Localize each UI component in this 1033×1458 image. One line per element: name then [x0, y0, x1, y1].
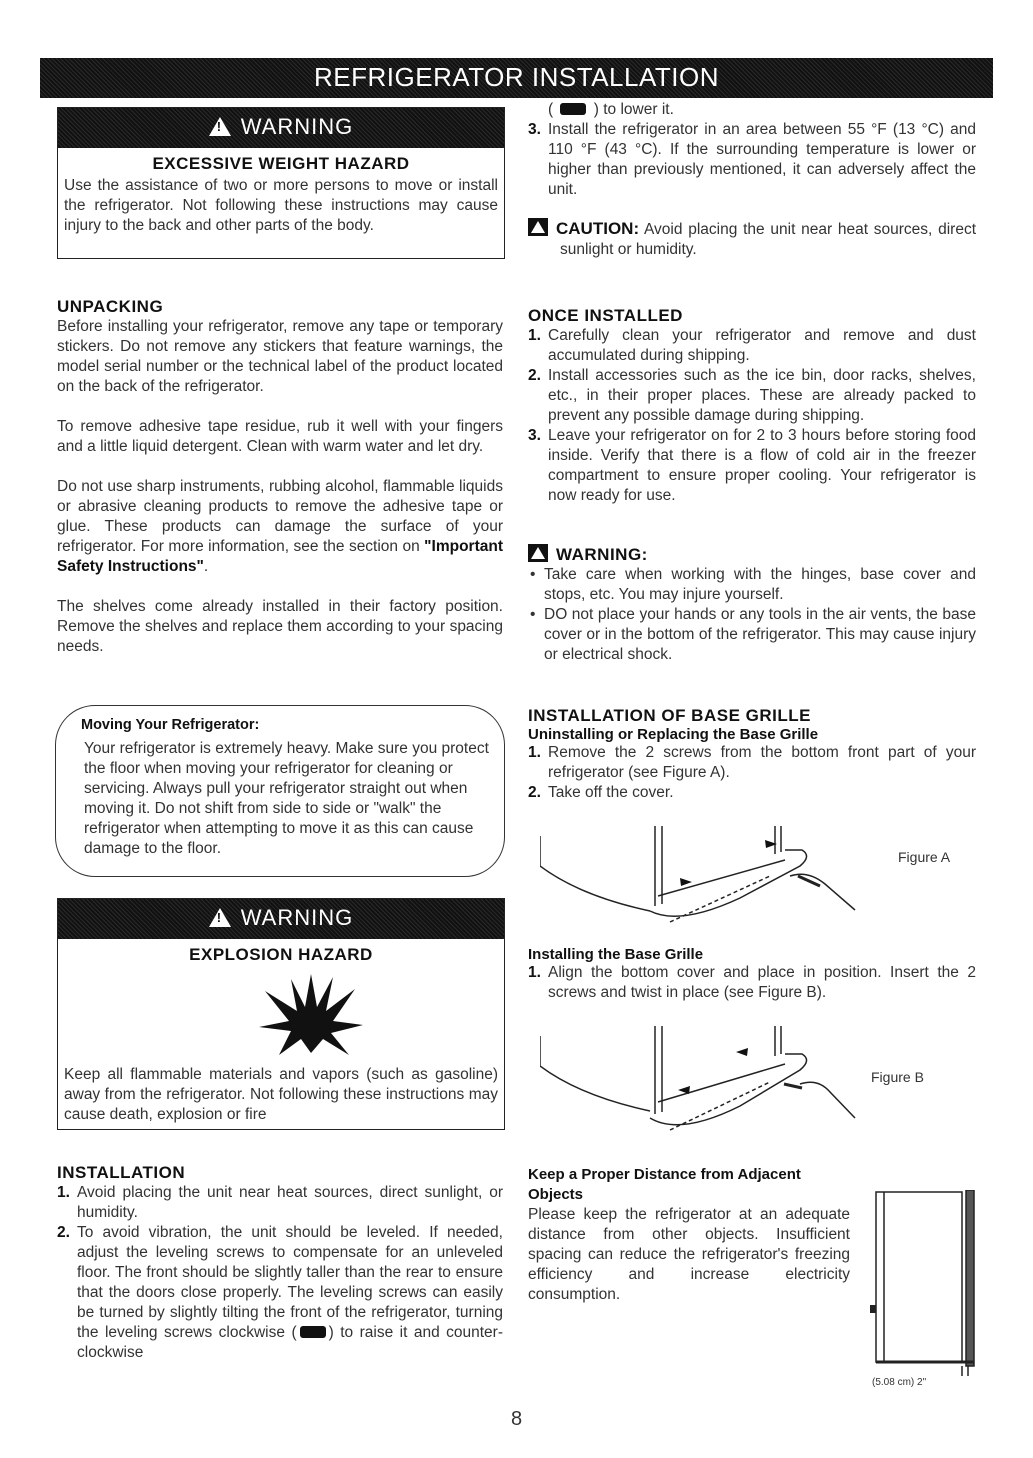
page-title: REFRIGERATOR INSTALLATION — [314, 62, 719, 92]
sub-heading: Installing the Base Grille — [528, 946, 704, 963]
distance-section — [528, 1165, 850, 1305]
once-installed-section — [528, 306, 976, 506]
paragraph: Please keep the refrigerator at an adequate distance from other objects. Insufficient spacing can reduce the refrigerator's freezing efficiency and increase electricity consumption. — [528, 1206, 850, 1303]
paragraph: To remove adhesive tape residue, rub it well with your fingers and a little liquid detergent. Clean with warm water and let dry. — [57, 418, 503, 455]
warning-triangle-icon — [209, 908, 231, 927]
sub-heading: Keep a Proper Distance from Adjacent Objects — [528, 1166, 801, 1203]
hazard-title: EXPLOSION HAZARD — [189, 945, 373, 964]
once-installed-list — [528, 326, 976, 506]
page-header — [40, 58, 993, 98]
section-heading: INSTALLATION — [57, 1163, 186, 1182]
list-item: 3. Leave your refrigerator on for 2 to 3 hours before storing food inside. Verify that there is a flow of cold air in the freezer compartment to ensure proper cooling. Your refrigerator is now ready for use. — [528, 427, 976, 504]
caution-note: CAUTION: Avoid placing the unit near heat sources, direct sunlight or humidity. — [528, 218, 976, 260]
list-item: 2. Install accessories such as the ice bin, door racks, shelves, etc., in their proper places. These are already packed to prevent any possible damage during shipping. — [528, 367, 976, 424]
clearance-illustration — [868, 1190, 984, 1376]
clearance-dimension: (5.08 cm) 2" — [872, 1377, 927, 1388]
section-heading: UNPACKING — [57, 297, 164, 316]
warning-label: WARNING — [240, 905, 354, 930]
explosion-icon — [251, 969, 371, 1059]
list-item: 1. Remove the 2 screws from the bottom front part of your refrigerator (see Figure A). — [528, 744, 976, 781]
warning-icon — [528, 544, 548, 562]
note-title: Moving Your Refrigerator: — [81, 717, 260, 733]
continued-text: ( ) to lower it. — [548, 101, 674, 118]
page-number: 8 — [510, 1408, 523, 1430]
explosion-warning-box — [57, 898, 505, 1130]
warning-text: Keep all flammable materials and vapors (such as gasoline) away from the refrigerator. Not following these instructions may cause death, explosion or fire — [64, 1066, 498, 1123]
unpacking-section — [57, 297, 503, 657]
figure-a-illustration — [540, 826, 870, 926]
note-text: Your refrigerator is extremely heavy. Make sure you protect the floor when moving your refrigerator for cleaning or servicing. Always pull your refrigerator straight out when moving it. Do not shift from side to side or "walk" the refrigerator when attempting to move it as this can cause damage to the floor. — [84, 740, 489, 857]
list-item: 2. Take off the cover. — [528, 784, 674, 801]
list-item: • DO not place your hands or any tools in the air vents, the base cover or in the bottom of the refrigerator. This may cause injury or electrical shock. — [528, 605, 976, 665]
warning-label: WARNING — [240, 114, 354, 139]
list-item: 3. Install the refrigerator in an area between 55 °F (13 °C) and 110 °F (43 °C). If the surrounding temperature is lower or higher than previously mentioned, it can adversely affect the unit. — [528, 121, 976, 198]
weight-warning-box — [57, 107, 505, 259]
installation-continued — [528, 100, 976, 260]
hazard-title: EXCESSIVE WEIGHT HAZARD — [152, 154, 410, 173]
list-item: 1. Avoid placing the unit near heat sources, direct sunlight, or humidity. — [57, 1184, 503, 1221]
warning-list — [528, 565, 976, 665]
figure-a-caption: Figure A — [898, 849, 951, 865]
base-grille-section — [528, 706, 976, 803]
paragraph: The shelves come already installed in their factory position. Remove the shelves and replace them according to your spacing needs. — [57, 598, 503, 655]
moving-refrigerator-note — [55, 705, 505, 877]
section-heading: INSTALLATION OF BASE GRILLE — [528, 706, 811, 725]
installation-section — [57, 1163, 503, 1363]
list-item: 2. To avoid vibration, the unit should be leveled. If needed, adjust the leveling screws to compensate for an unleveled floor. The front should be slightly taller than the rear to ensure that the doors close properly. The leveling screws can easily be turned by slightly tilting the front of the refrigerator, turning the leveling screws clockwise ( ) to raise it and counter-clockwise — [57, 1224, 503, 1361]
section-heading: ONCE INSTALLED — [528, 306, 683, 325]
paragraph: Before installing your refrigerator, remove any tape or temporary stickers. Do not remove any stickers that feature warnings, the model serial number or the technical label of the product located on the back of the refrigerator. — [57, 318, 503, 395]
counter-clockwise-screw-icon — [560, 103, 586, 115]
sub-heading: Uninstalling or Replacing the Base Grille — [528, 726, 819, 743]
warning-text: Use the assistance of two or more persons to move or install the refrigerator. Not following these instructions may cause injury to the back and other parts of the body. — [64, 177, 498, 234]
figure-b-caption: Figure B — [871, 1069, 924, 1085]
hinges-warning — [528, 544, 976, 665]
clockwise-screw-icon — [300, 1326, 326, 1338]
list-item: • Take care when working with the hinges, base cover and stops, etc. You may injure yourself. — [528, 565, 976, 605]
list-item: 1. Carefully clean your refrigerator and remove and dust accumulated during shipping. — [528, 327, 976, 364]
caution-icon — [528, 218, 548, 236]
paragraph: Do not use sharp instruments, rubbing alcohol, flammable liquids or abrasive cleaning products to remove the adhesive tape or glue. These products can damage the surface of your refrigerator. For more information, see the section on "Important Safety Instructions". — [57, 478, 503, 575]
warning-label: WARNING: — [556, 545, 648, 564]
installation-list — [57, 1183, 503, 1363]
warning-bar — [58, 899, 504, 939]
figure-b-illustration — [540, 1026, 870, 1138]
warning-triangle-icon — [209, 117, 231, 136]
warning-bar — [58, 108, 504, 148]
list-item: 1. Align the bottom cover and place in position. Insert the 2 screws and twist in place (see Figure B). — [528, 964, 976, 1001]
install-base-grille — [528, 946, 976, 1003]
